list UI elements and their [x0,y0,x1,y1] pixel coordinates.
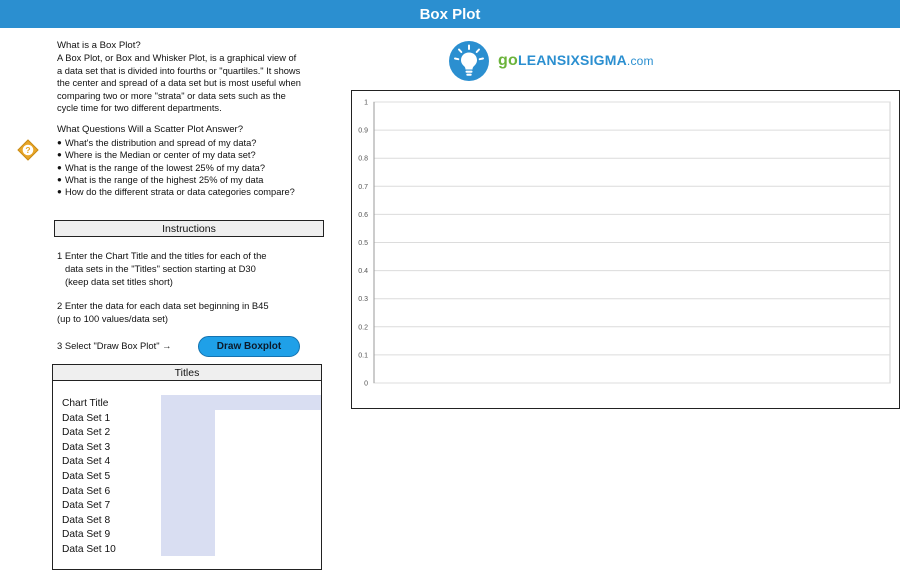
list-item [57,137,327,149]
titles-heading: Titles [174,366,200,379]
step2-line: 2 Enter the data for each data set beginning in B45 [57,300,269,312]
y-tick-label: 0.3 [358,296,368,304]
bullet: ● [57,175,62,185]
intro-line: A Box Plot, or Box and Whisker Plot, is a graphical view of [57,53,297,64]
logo-go: go [498,52,518,69]
svg-text:?: ? [25,145,31,156]
intro-heading: What is a Box Plot? [57,40,141,51]
y-tick-label: 0.6 [358,211,368,219]
title-label-set: Data Set 3 [62,441,111,453]
instructions-header [54,220,324,237]
bullet: ● [57,162,62,172]
list-item [57,149,327,161]
question-text: Where is the Median or center of my data set? [65,150,256,161]
data-set-titles-input[interactable] [161,410,215,556]
bullet: ● [57,187,62,197]
y-tick-label: 0.5 [358,240,368,247]
bullet: ● [57,150,62,160]
question-text: How do the different strata or data categories compare? [65,187,295,198]
y-tick-label: 0.8 [358,155,368,163]
step1-line: data sets in the "Titles" section starting at D30 [65,262,256,274]
chart-title-input[interactable] [161,395,321,410]
lightbulb-icon [448,40,490,82]
question-text: What is the range of the highest 25% of my data [65,175,264,186]
intro-line: comparing two or more "strata" or data sets such as the [57,90,286,101]
titles-list [62,397,116,558]
question-text: What's the distribution and spread of my data? [65,137,257,148]
y-tick-label: 0.2 [358,324,368,332]
questions-list [57,137,327,199]
y-tick-label: 0 [364,380,368,388]
title-label-set: Data Set 9 [62,529,111,541]
step1-line: (keep data set titles short) [65,275,173,287]
intro-body [57,52,327,114]
list-item [57,186,327,198]
instructions-heading: Instructions [162,222,216,235]
logo-wordmark [498,52,654,70]
title-label-chart: Chart Title [62,398,109,409]
title-bar [0,0,900,28]
title-label-set: Data Set 1 [62,412,111,424]
title-label-set: Data Set 4 [62,456,111,468]
chart-canvas [352,91,898,407]
draw-boxplot-button[interactable] [198,336,300,357]
y-tick-label: 0.4 [358,268,368,276]
list-item [57,174,327,186]
logo-brand: LEANSIXSIGMA [517,52,627,68]
titles-header [53,365,321,381]
step1-line: 1 Enter the Chart Title and the titles for each of the [57,250,267,261]
y-tick-label: 0.1 [358,352,368,360]
question-diamond-icon [17,139,39,161]
step3-text: 3 Select "Draw Box Plot" → [57,340,172,351]
questions-heading: What Questions Will a Scatter Plot Answer? [57,124,244,136]
logo-suffix: .com [626,54,654,68]
list-item [57,162,327,174]
bullet: ● [57,137,62,147]
intro-line: a data set that is divided into fourths or "quartiles." It shows [57,65,301,76]
intro-line: cycle time for two different departments. [57,103,222,114]
intro-line: the center and spread of a data set but is most useful when [57,78,301,89]
title-label-set: Data Set 8 [62,514,111,526]
title-label-set: Data Set 10 [62,543,116,555]
y-tick-label: 0.9 [358,127,368,135]
title-label-set: Data Set 5 [62,470,111,482]
logo [448,40,654,82]
y-tick-label: 0.7 [358,183,368,191]
draw-boxplot-label: Draw Boxplot [216,341,282,352]
title-label-set: Data Set 6 [62,485,111,497]
boxplot-chart[interactable] [351,90,900,409]
intro-section [57,40,327,199]
step3-label [57,340,172,351]
question-text: What is the range of the lowest 25% of my data? [65,162,265,173]
step2-line: (up to 100 values/data set) [57,313,169,325]
titles-panel [52,364,322,570]
page-title: Box Plot [419,5,481,23]
instruction-steps [57,250,327,326]
y-tick-label: 1 [364,99,368,107]
title-label-set: Data Set 2 [62,427,111,439]
title-label-set: Data Set 7 [62,500,111,512]
